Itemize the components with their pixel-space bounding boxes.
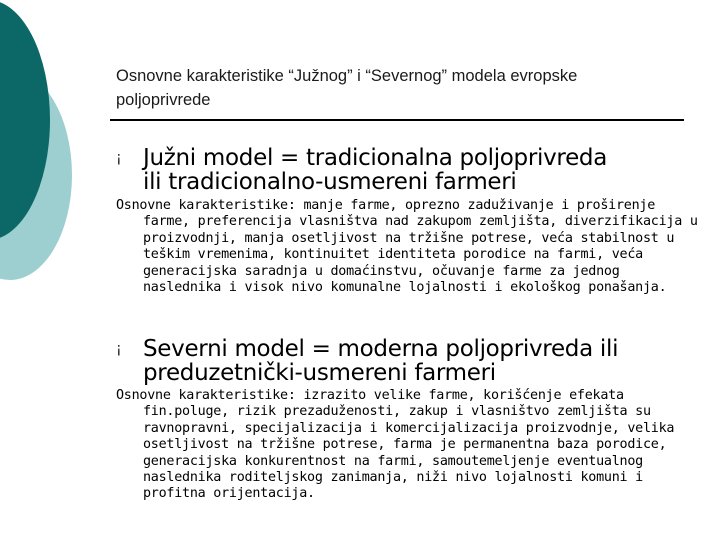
north-model-heading-line2: preduzetnički-usmereni farmeri <box>143 360 496 386</box>
bullet-icon: ¡ <box>116 150 122 166</box>
slide-title-line2: poljoprivrede <box>116 91 211 109</box>
bullet-icon: ¡ <box>116 341 122 357</box>
north-model-heading-line1: Severni model = moderna poljoprivreda ili <box>143 336 619 362</box>
south-model-heading-line1: Južni model = tradicionalna poljoprivreda <box>143 145 608 171</box>
title-divider <box>110 119 684 121</box>
north-model-heading <box>143 337 703 385</box>
slide-title-line1: Osnovne karakteristike “Južnog” i “Severnog” modela evropske <box>116 67 578 85</box>
south-model-heading <box>143 146 703 194</box>
decorative-circles <box>0 0 100 300</box>
south-model-heading-line2: ili tradicionalno-usmereni farmeri <box>143 169 517 195</box>
slide-title <box>116 64 706 112</box>
north-model-details: Osnovne karakteristike: izrazito velike farme, korišćenje efekata fin.poluge, rizik prezaduženosti, zakup i vlasništvo zemljišta su ravnopravni, specijalizacija i komercijalizacija proizvodnje, velika osetljivost na tržišne potrese, farma je permanentna baza porodice, generacijska konkurentnost na farmi, samoutemeljenje eventualnog naslednika roditeljskog zanimanja, niži nivo lojalnosti komuni i profitna orijentacija. <box>116 388 675 502</box>
south-model-details: Osnovne karakteristike: manje farme, oprezno zaduživanje i proširenje farme, preferencija vlasništva nad zakupom zemljišta, diverzifikacija u proizvodnji, manja osetljivost na tržišne potrese, veća stabilnost u teškim vremenima, kontinuitet identiteta porodice na farmi, veća generacijska saradnja u domaćinstvu, očuvanje farme za jednog naslednika i visok nivo komunalne lojalnosti i ekološkog ponašanja. <box>116 198 698 296</box>
